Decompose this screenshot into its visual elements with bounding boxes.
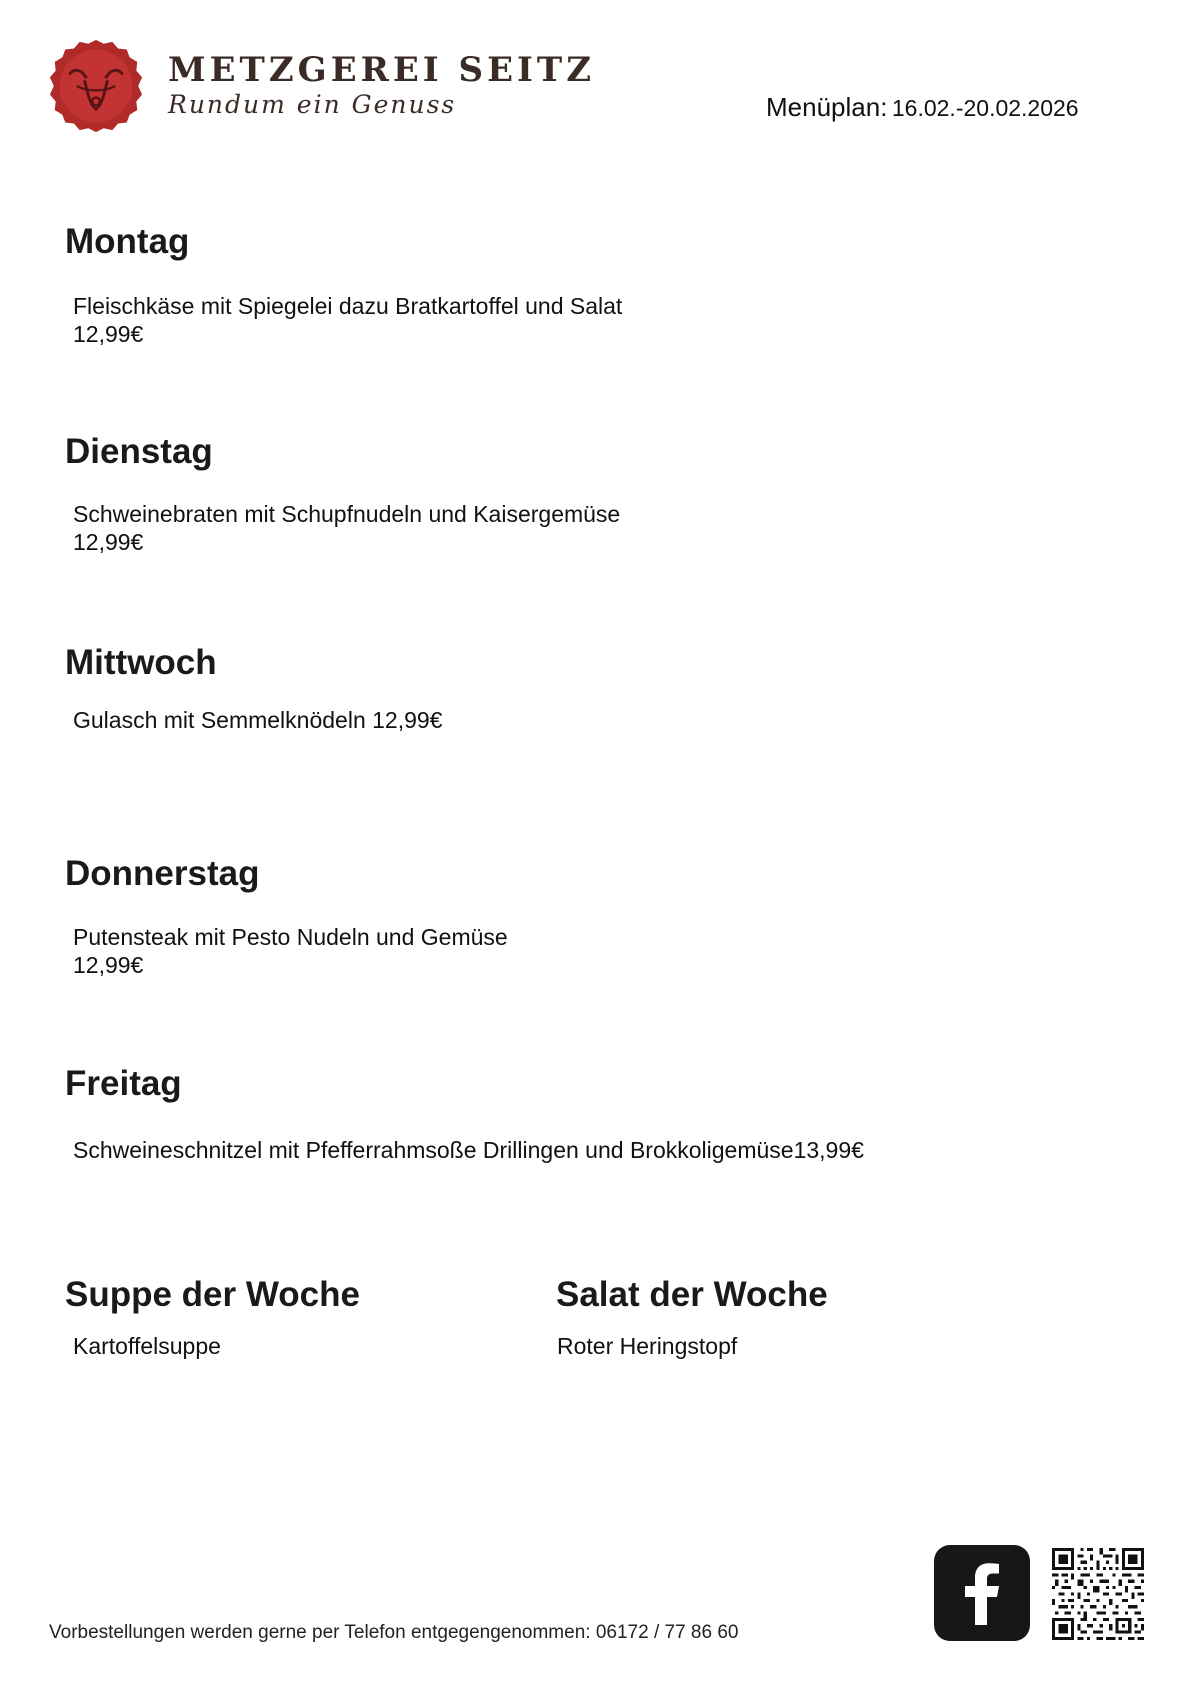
dish-mittwoch [73,706,442,734]
day-title-freitag: Freitag [65,1064,182,1103]
day-title-donnerstag: Donnerstag [65,854,260,893]
logo-seal-icon [48,38,144,134]
dish-montag [73,292,622,348]
soup-of-week-title: Suppe der Woche [65,1275,360,1314]
dish-price: 12,99€ [73,529,144,555]
dish-line: Putensteak mit Pesto Nudeln und Gemüse [73,924,508,950]
brand-name: METZGEREI SEITZ [168,50,596,90]
menu-date [766,92,1079,123]
dish-price: 12,99€ [73,952,144,978]
preorder-note: Vorbestellungen werden gerne per Telefon entgegengenommen: 06172 / 77 86 60 [49,1622,739,1643]
soup-of-week-item: Kartoffelsuppe [73,1333,221,1359]
day-title-montag: Montag [65,222,190,261]
facebook-icon[interactable] [934,1545,1030,1641]
dish-line: Schweinebraten mit Schupfnudeln und Kaisergemüse [73,501,621,527]
salad-of-week-title: Salat der Woche [556,1275,828,1314]
dish-donnerstag [73,923,508,979]
dish-freitag [73,1136,864,1164]
salad-of-week-item: Roter Heringstopf [557,1333,738,1359]
dish-price: 12,99€ [73,321,144,347]
day-title-mittwoch: Mittwoch [65,643,217,682]
qr-code-icon[interactable] [1052,1548,1144,1640]
brand-tagline: Rundum ein Genuss [168,90,457,119]
dish-line: Gulasch mit Semmelknödeln 12,99€ [73,707,443,733]
menu-date-range: 16.02.-20.02.2026 [891,95,1079,121]
dish-line: Fleischkäse mit Spiegelei dazu Bratkartoffel und Salat [73,293,623,319]
day-title-dienstag: Dienstag [65,432,213,471]
dish-dienstag [73,500,620,556]
dish-line: Schweineschnitzel mit Pfefferrahmsoße Drillingen und Brokkoligemüse13,99€ [73,1137,864,1163]
menu-date-label: Menüplan: [766,92,888,122]
